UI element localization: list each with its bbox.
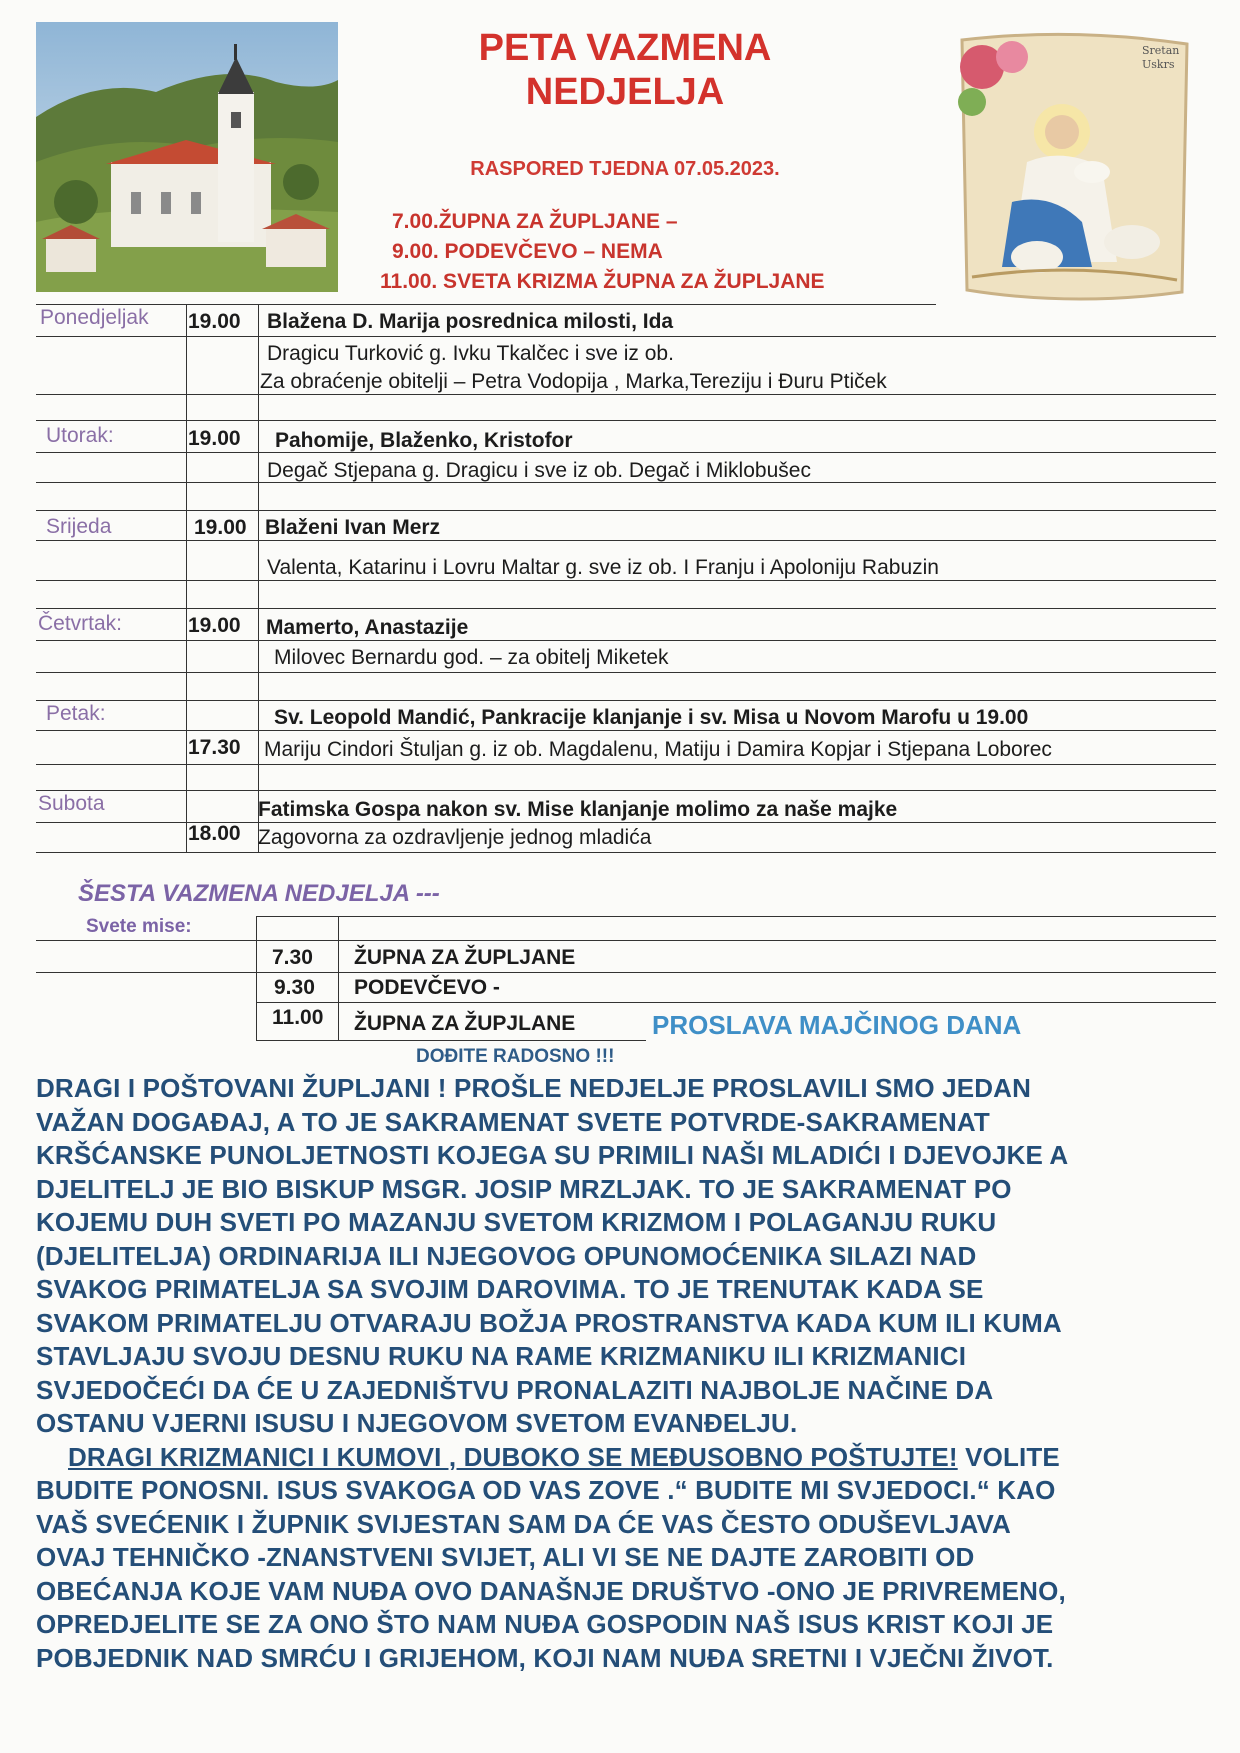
sunday-mass-1: 7.00.ŽUPNA ZA ŽUPLJANE – — [392, 210, 678, 233]
sesta-mass-text-2: PODEVČEVO - — [354, 976, 500, 999]
sesta-mass-time-2: 9.30 — [274, 976, 315, 999]
schedule-subtitle: RASPORED TJEDNA 07.05.2023. — [470, 158, 780, 180]
day-ponedjeljak: Ponedjeljak — [40, 306, 149, 329]
proslava-majcinog-dana: PROSLAVA MAJČINOG DANA — [652, 1010, 1022, 1040]
time-cetvrtak: 19.00 — [188, 614, 241, 637]
intention-cetvrtak-1: Mamerto, Anastazije — [266, 616, 469, 639]
sesta-nedjelja-title: ŠESTA VAZMENA NEDJELJA --- — [78, 880, 440, 907]
intention-cetvrtak-2: Milovec Bernardu god. – za obitelj Miketek — [274, 646, 669, 669]
time-ponedjeljak: 19.00 — [188, 310, 241, 333]
intention-ponedjeljak-2: Dragicu Turković g. Ivku Tkalčec i sve iz ob. — [267, 342, 674, 365]
message-line: SVAKOM PRIMATELJU OTVARAJU BOŽJA PROSTRANSTVA KADA KUM ILI KUMA — [36, 1307, 1062, 1338]
intention-subota-1: Fatimska Gospa nakon sv. Mise klanjanje molimo za naše majke — [258, 798, 898, 821]
message-line: KRŠĆANSKE PUNOLJETNOSTI KOJEGA SU PRIMILI NAŠI MLADIĆI I DJEVOJKE A — [36, 1140, 1069, 1170]
page-title-line2: NEDJELJA — [525, 71, 725, 113]
message-line-underlined — [36, 1441, 1216, 1475]
intention-utorak-1: Pahomije, Blaženko, Kristofor — [275, 429, 573, 452]
easter-card-image — [942, 22, 1200, 312]
time-utorak: 19.00 — [188, 427, 241, 450]
message-line: SVAKOG PRIMATELJA SA SVOJIM DAROVIMA. TO JE TRENUTAK KADA SE — [36, 1274, 984, 1304]
sesta-mass-time-3: 11.00 — [272, 1006, 324, 1029]
underlined-exhortation: DRAGI KRIZMANICI I KUMOVI , DUBOKO SE MEĐUSOBNO POŠTUJTE! — [68, 1441, 958, 1472]
sesta-mass-text-1: ŽUPNA ZA ŽUPLJANE — [354, 946, 576, 969]
message-line: VAŽAN DOGAĐAJ, A TO JE SAKRAMENAT SVETE POTVRDE-SAKRAMENAT — [36, 1106, 990, 1137]
message-line: KOJEMU DUH SVETI PO MAZANJU SVETOM KRIZMOM I POLAGANJU RUKU — [36, 1207, 997, 1237]
intention-utorak-2: Degač Stjepana g. Dragicu i sve iz ob. Degač i Miklobušec — [267, 459, 811, 482]
message-line: BUDITE PONOSNI. ISUS SVAKOGA OD VAS ZOVE .“ BUDITE MI SVJEDOCI.“ KAO — [36, 1475, 1056, 1505]
sesta-mass-text-3: ŽUPNA ZA ŽUPJLANE — [354, 1012, 576, 1035]
intention-petak-2: Mariju Cindori Štuljan g. iz ob. Magdalenu, Matiju i Damira Kopjar i Stjepana Loborec — [264, 738, 1052, 761]
time-srijeda: 19.00 — [194, 516, 247, 539]
pastor-message — [36, 1072, 1216, 1675]
message-line: OSTANU VJERNI ISUSU I NJEGOVOM SVETOM EVANĐELJU. — [36, 1408, 798, 1438]
page-title-line1: PETA VAZMENA — [478, 27, 772, 69]
sunday-mass-2: 9.00. PODEVČEVO – NEMA — [392, 240, 663, 263]
message-line: SVJEDOČEĆI DA ĆE U ZAJEDNIŠTVU PRONALAZITI NAJBOLJE NAČINE DA — [36, 1374, 994, 1405]
dodite-radosno: DOĐITE RADOSNO !!! — [416, 1046, 615, 1067]
intention-ponedjeljak-1: Blažena D. Marija posrednica milosti, Ida — [267, 310, 674, 333]
intention-petak-1: Sv. Leopold Mandić, Pankracije klanjanje i sv. Misa u Novom Marofu u 19.00 — [274, 706, 1029, 729]
message-line-tail: VOLITE — [957, 1441, 1060, 1472]
message-line: OPREDJELITE SE ZA ONO ŠTO NAM NUĐA GOSPODIN NAŠ ISUS KRIST KOJI JE — [36, 1609, 1054, 1639]
day-utorak: Utorak: — [46, 424, 114, 447]
message-line: DRAGI I POŠTOVANI ŽUPLJANI ! PROŠLE NEDJELJE PROSLAVILI SMO JEDAN — [36, 1073, 1031, 1103]
message-line: VAŠ SVEĆENIK I ŽUPNIK SVIJESTAN SAM DA ĆE VAS ČESTO ODUŠEVLJAVA — [36, 1508, 1011, 1539]
card-text-uskrs: Uskrs — [1142, 58, 1175, 71]
sunday-mass-3: 11.00. SVETA KRIZMA ŽUPNA ZA ŽUPLJANE — [380, 270, 825, 293]
day-subota: Subota — [38, 792, 105, 815]
svete-mise-label: Svete mise: — [86, 916, 192, 937]
sesta-mass-time-1: 7.30 — [272, 946, 313, 969]
day-petak: Petak: — [46, 702, 106, 725]
day-srijeda: Srijeda — [46, 515, 112, 538]
intention-srijeda-1: Blaženi Ivan Merz — [265, 516, 441, 539]
card-text-sretan: Sretan — [1142, 44, 1180, 57]
intention-ponedjeljak-3: Za obraćenje obitelji – Petra Vodopija , Marka,Tereziju i Đuru Ptiček — [260, 370, 887, 393]
church-photo — [36, 22, 338, 292]
message-line: (DJELITELJA) ORDINARIJA ILI NJEGOVOG OPUNOMOĆENIKA SILAZI NAD — [36, 1240, 977, 1271]
intention-srijeda-2: Valenta, Katarinu i Lovru Maltar g. sve iz ob. I Franju i Apoloniju Rabuzin — [267, 556, 939, 579]
message-line: POBJEDNIK NAD SMRĆU I GRIJEHOM, KOJI NAM NUĐA SRETNI I VJEČNI ŽIVOT. — [36, 1642, 1054, 1673]
day-cetvrtak: Četvrtak: — [38, 612, 123, 635]
intention-subota-2: Zagovorna za ozdravljenje jednog mladića — [258, 826, 652, 849]
message-line: DJELITELJ JE BIO BISKUP MSGR. JOSIP MRZLJAK. TO JE SAKRAMENAT PO — [36, 1173, 1012, 1204]
message-line: STAVLJAJU SVOJU DESNU RUKU NA RAME KRIZMANIKU ILI KRIZMANICI — [36, 1341, 967, 1371]
time-petak: 17.30 — [188, 736, 241, 759]
message-line: OVAJ TEHNIČKO -ZNANSTVENI SVIJET, ALI VI SE NE DAJTE ZAROBITI OD — [36, 1542, 975, 1572]
message-line: OBEĆANJA KOJE VAM NUĐA OVO DANAŠNJE DRUŠTVO -ONO JE PRIVREMENO, — [36, 1575, 1066, 1606]
time-subota: 18.00 — [188, 822, 241, 845]
